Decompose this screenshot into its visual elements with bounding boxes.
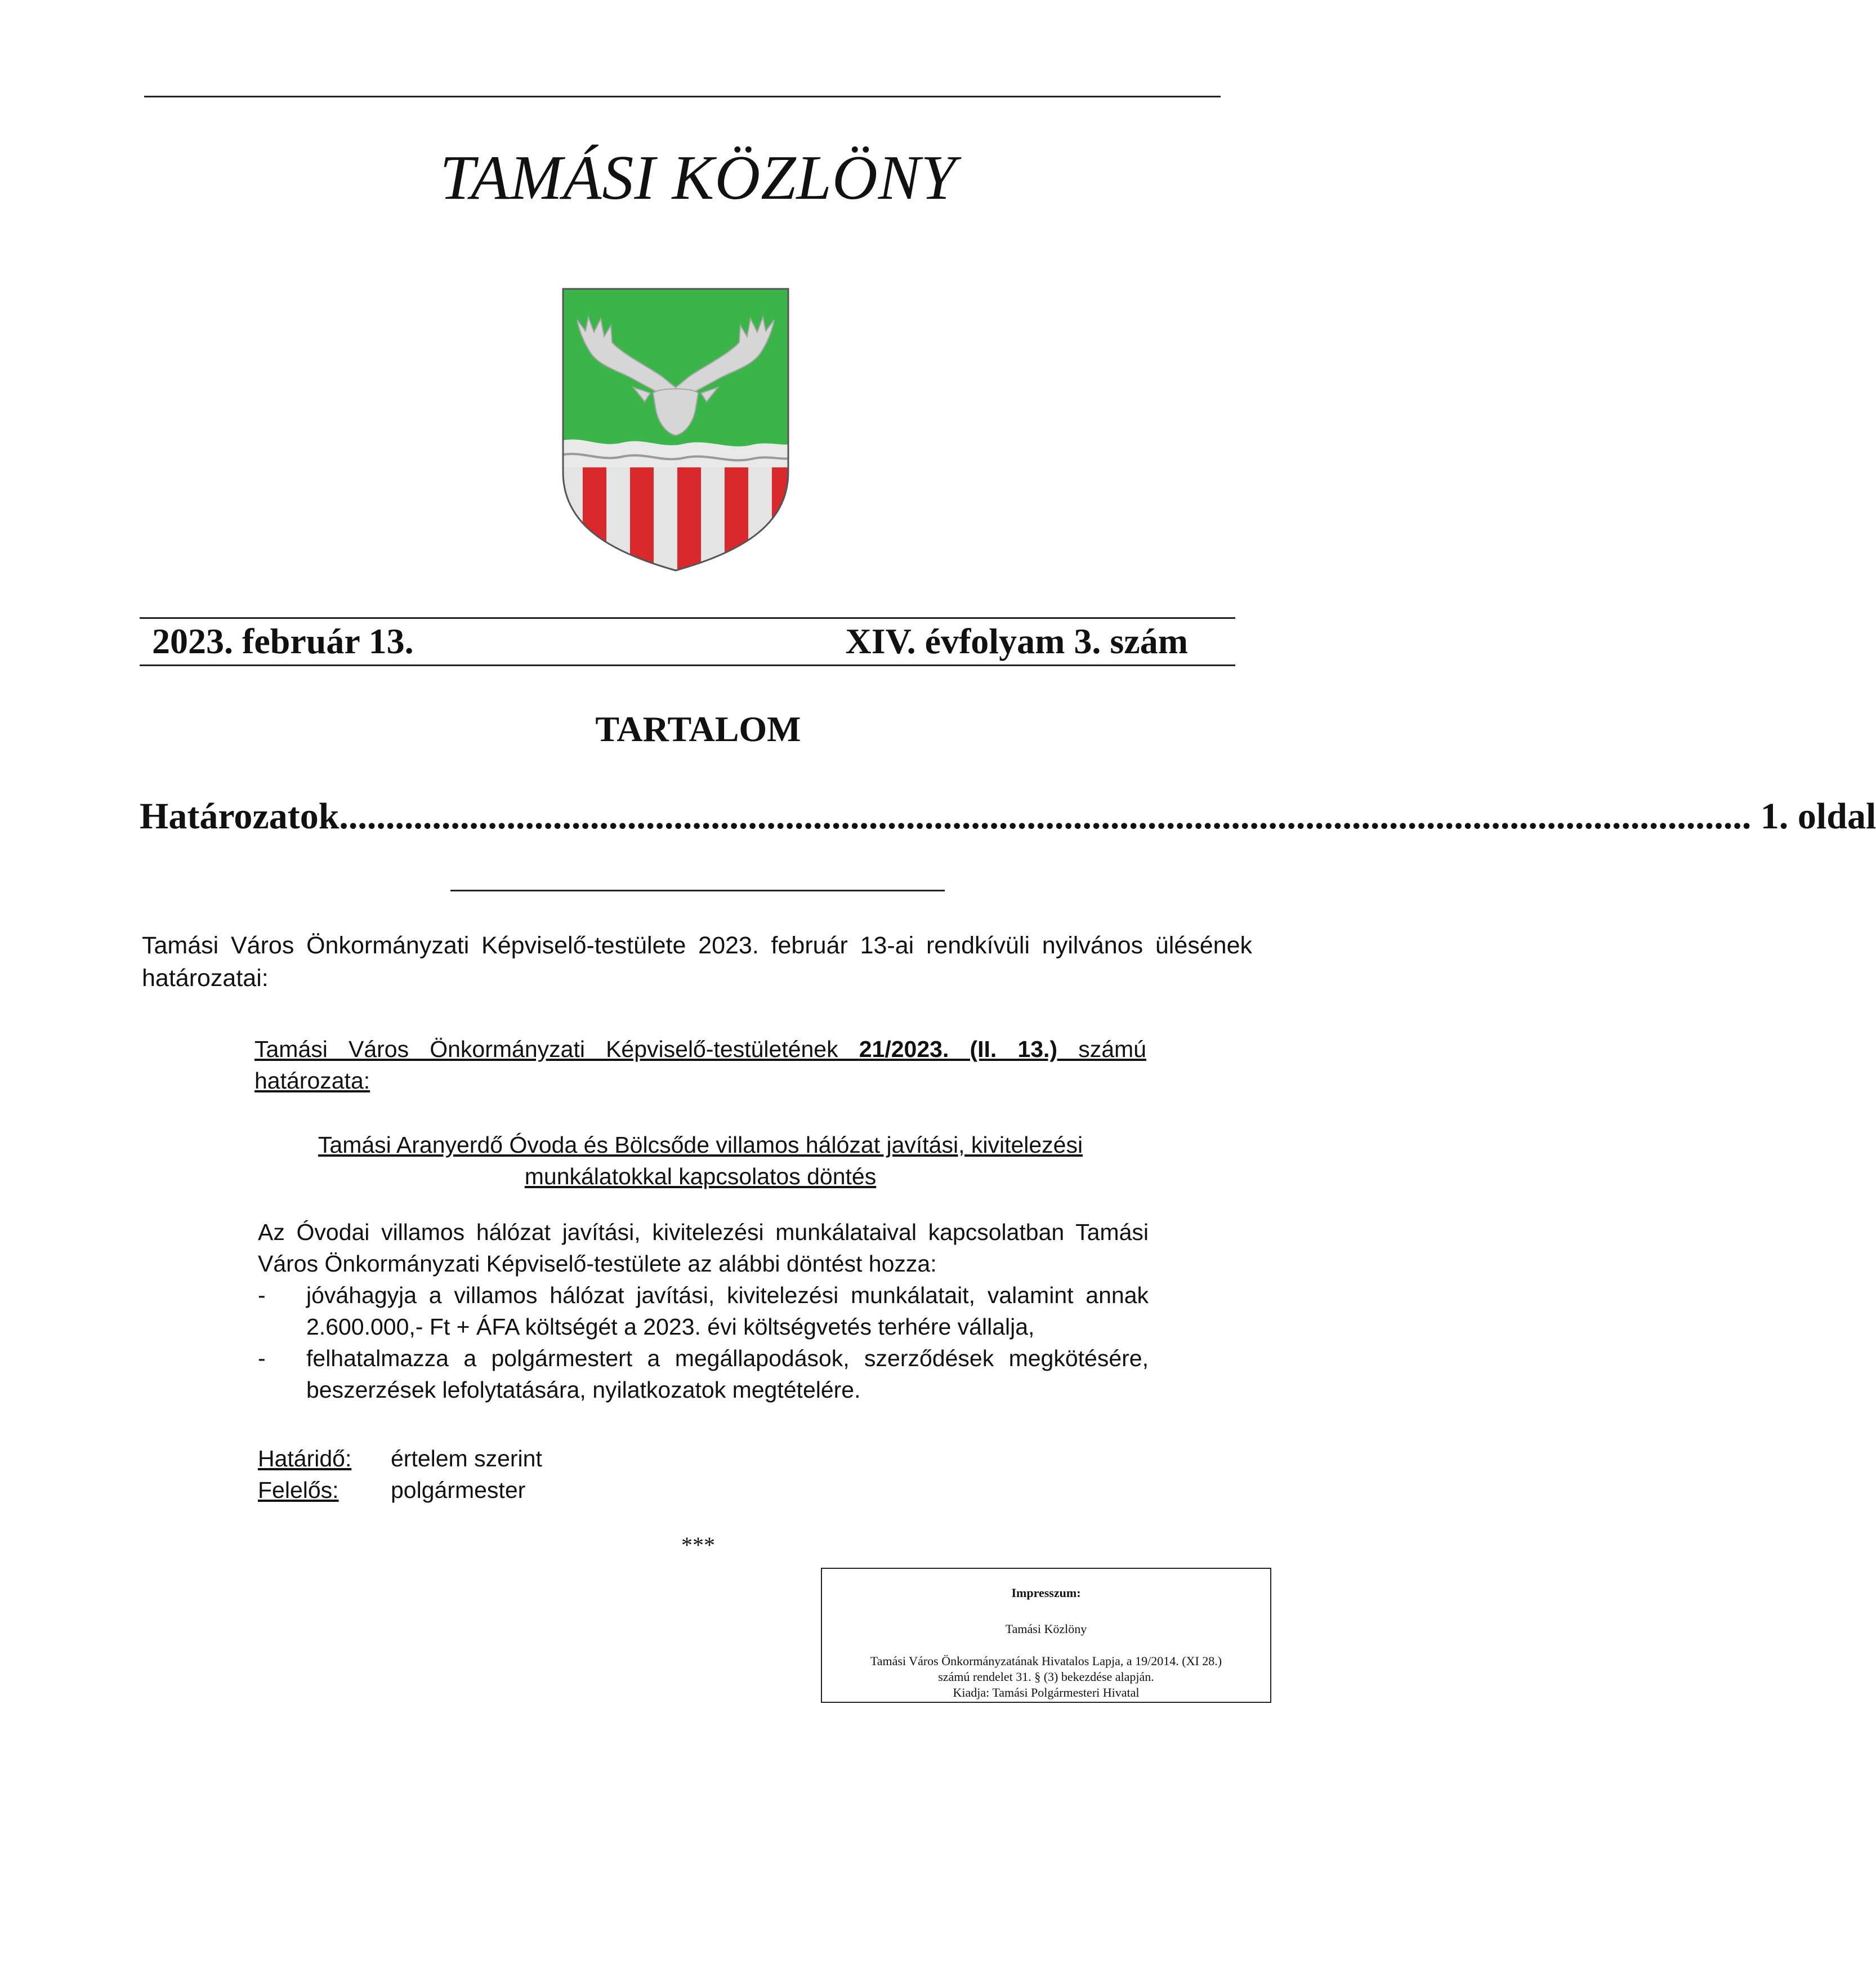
bullet-dash: - — [258, 1282, 266, 1308]
resolution-subject — [254, 1129, 1146, 1192]
coat-of-arms — [560, 286, 791, 573]
resolution-reference — [254, 1033, 1146, 1096]
toc-item-page: 1. oldal — [1751, 796, 1876, 837]
bullet-dash: - — [258, 1345, 266, 1371]
issue-info — [140, 614, 1230, 663]
impressum-publisher: Kiadja: Tamási Polgármesteri Hivatal — [953, 1685, 1140, 1700]
impressum-title: Impresszum: — [1011, 1586, 1081, 1600]
bullet-text: jóváhagyja a villamos hálózat javítási, kivitelezési munkálatait, valamint annak 2.600.000,- Ft + ÁFA költségét a 2023. évi költségvetés terhére vállalja, — [306, 1282, 1149, 1340]
deadline-label: Határidő: — [258, 1446, 352, 1471]
issue-date: 2023. február 13. — [152, 621, 414, 661]
toc-item-label: Határozatok — [140, 796, 340, 837]
toc-item[interactable] — [140, 795, 1876, 838]
impressum-name: Tamási Közlöny — [1005, 1622, 1087, 1636]
impressum-legal-basis: Tamási Város Önkormányzatának Hivatalos Lapja, a 19/2014. (XI 28.) számú rendelet 31. § (3) bekezdése alapján. — [870, 1654, 1222, 1684]
resolution-body: Az Óvodai villamos hálózat javítási, kivitelezési munkálataival kapcsolatban Tamási Város Önkormányzati Képviselő-testülete az alábbi döntést hozza: — [258, 1219, 1149, 1277]
responsible-label: Felelős: — [258, 1477, 339, 1503]
deadline-value: értelem szerint — [391, 1446, 542, 1471]
top-rule — [144, 96, 1221, 97]
meeting-intro: Tamási Város Önkormányzati Képviselő-testülete 2023. február 13-ai rendkívüli nyilvános ülésének határozatai: — [142, 932, 1252, 992]
section-divider — [450, 890, 945, 891]
resolution-ref-suffix: számú határozata: — [254, 1036, 1146, 1094]
impressum-text — [861, 1653, 1231, 1701]
responsible-value: polgármester — [391, 1477, 526, 1503]
resolution-ref-prefix: Tamási Város Önkormányzati Képviselő-testületének — [254, 1036, 859, 1062]
resolution-subject-line-2: munkálatokkal kapcsolatos döntés — [524, 1163, 877, 1189]
toc-item-leader: ........................................................................................................................................................ — [339, 796, 1752, 837]
bullet-text: felhatalmazza a polgármestert a megállapodások, szerződések megkötésére, beszerzések lefolytatására, nyilatkozatok megtételére. — [306, 1345, 1149, 1403]
issue-bottom-rule — [140, 664, 1235, 666]
section-separator: *** — [681, 1532, 715, 1558]
resolution-subject-line-1: Tamási Aranyerdő Óvoda és Bölcsőde villamos hálózat javítási, kivitelezési — [318, 1132, 1083, 1158]
impressum-box — [821, 1568, 1271, 1703]
issue-volume: XIV. évfolyam 3. szám — [845, 621, 1188, 661]
resolution-number: 21/2023. (II. 13.) — [859, 1036, 1058, 1062]
toc-heading: TARTALOM — [595, 709, 801, 749]
publication-title: TAMÁSI KÖZLÖNY — [440, 143, 957, 213]
